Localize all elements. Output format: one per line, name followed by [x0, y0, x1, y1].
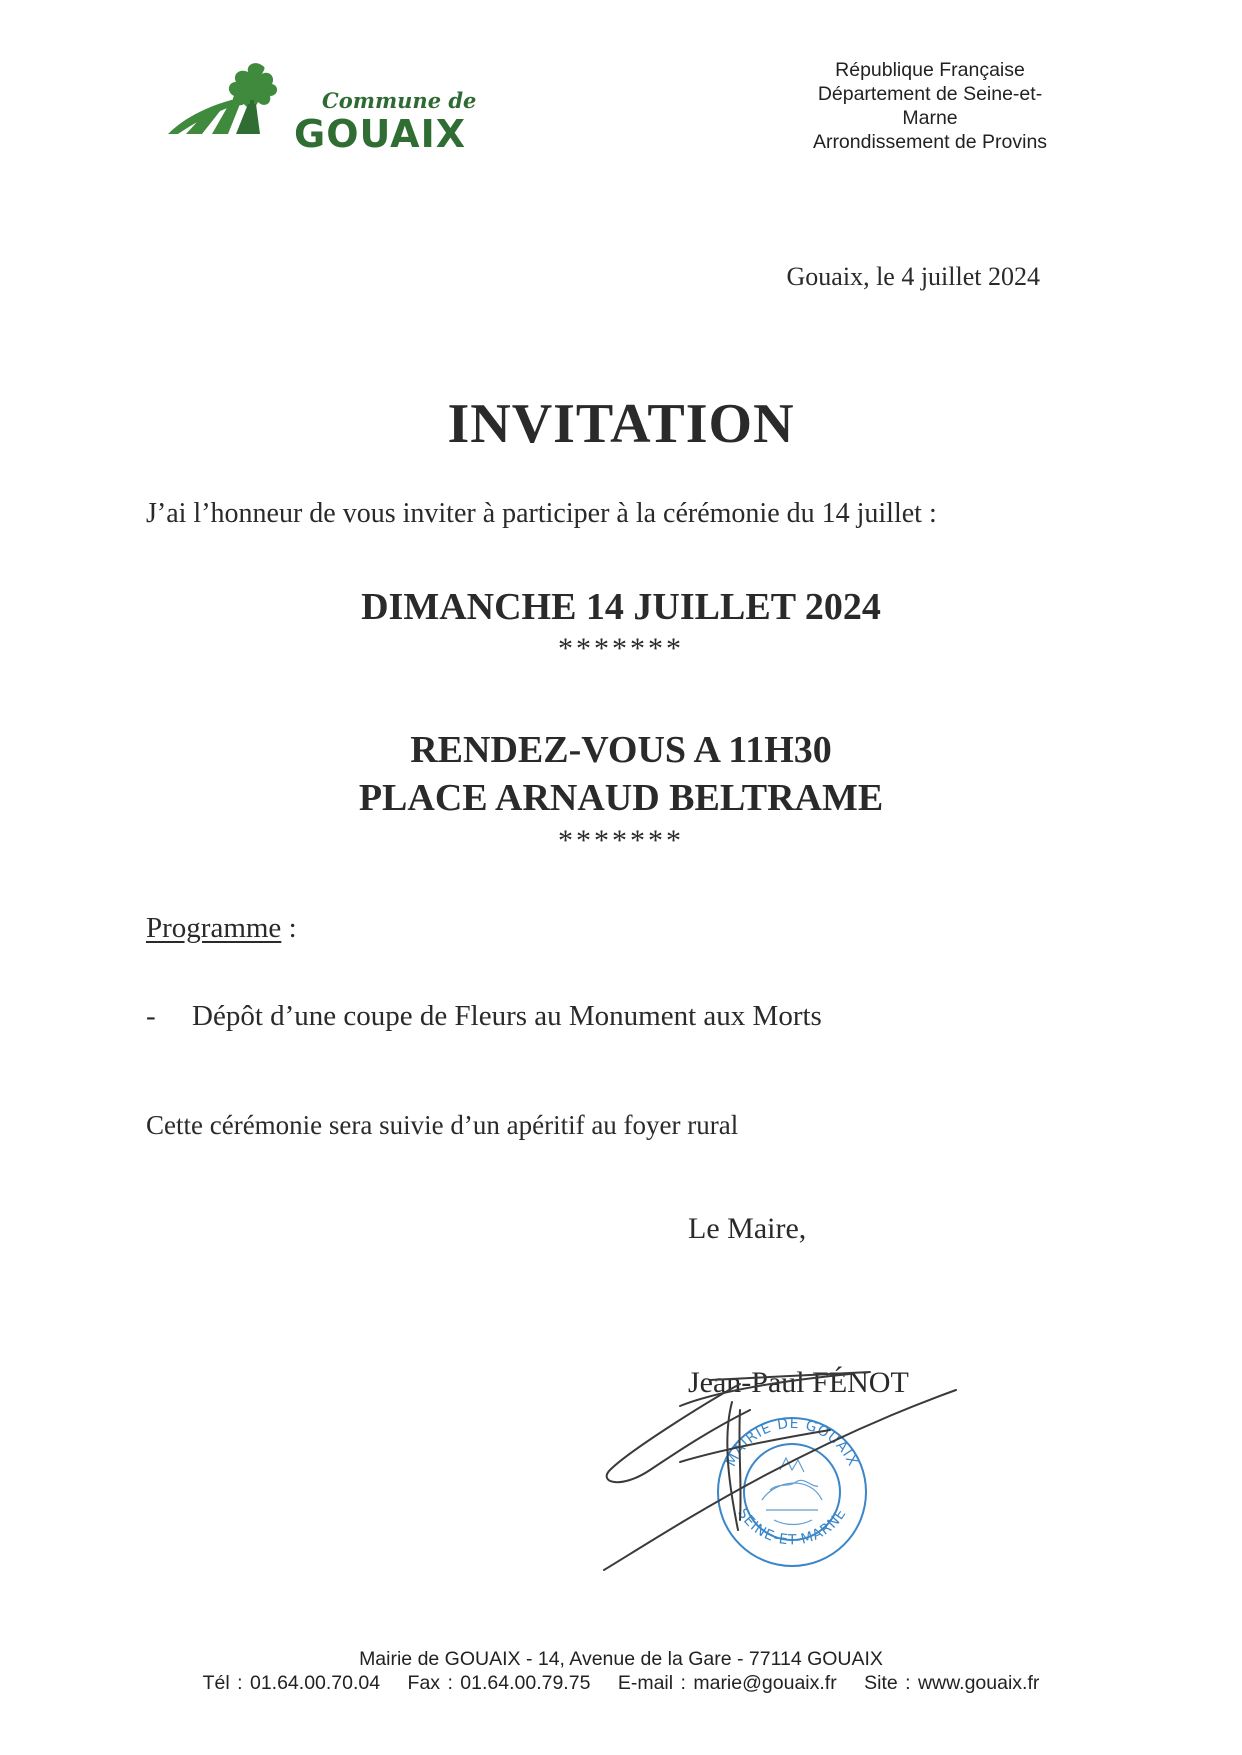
svg-text:SEINE-ET-MARNE [734, 1506, 850, 1549]
footer-tel: Tél : 01.64.00.70.04 [202, 1672, 381, 1694]
program-item [146, 1000, 822, 1033]
stamp-bottom-text: SEINE-ET-MARNE [734, 1505, 850, 1549]
rendezvous-place: PLACE ARNAUD BELTRAME [358, 777, 884, 819]
logo-gouaix-text: GOUAIX [294, 112, 467, 156]
intro-text: J’ai l’honneur de vous inviter à participer à la cérémonie du 14 juillet : [146, 498, 937, 529]
administrative-header [780, 58, 1080, 154]
footer-fax: Fax : 01.64.00.79.75 [407, 1672, 591, 1694]
event-date: DIMANCHE 14 JUILLET 2024 [361, 586, 881, 628]
footer-address: Mairie de GOUAIX - 14, Avenue de la Gare - 77114 GOUAIX [359, 1648, 883, 1670]
footer-email[interactable]: E-mail : marie@gouaix.fr [617, 1672, 837, 1694]
signature-and-stamp [590, 1370, 990, 1590]
stamp-top-text: MAIRIE DE GOUAIX [723, 1415, 861, 1470]
signatory-name: Jean-Paul FÉNOT [688, 1366, 909, 1399]
closing-text: Cette cérémonie sera suivie d’un apéritif au foyer rural [146, 1110, 739, 1140]
logo-commune-text: Commune de [322, 88, 477, 113]
admin-line-republique: République Française [835, 59, 1025, 81]
separator-stars: ******* [558, 632, 684, 665]
admin-line-departement: Département de Seine-et- [817, 83, 1043, 105]
signatory-title: Le Maire, [688, 1212, 807, 1245]
admin-line-departement-cont: Marne [902, 107, 958, 129]
footer-site[interactable]: Site : www.gouaix.fr [864, 1672, 1040, 1694]
program-item-text: Dépôt d’une coupe de Fleurs au Monument aux Morts [192, 1000, 822, 1032]
rendezvous-time: RENDEZ-VOUS A 11H30 [410, 729, 832, 771]
program-heading [146, 912, 297, 945]
page-title: INVITATION [447, 393, 795, 455]
letter-date: Gouaix, le 4 juillet 2024 [786, 262, 1040, 291]
list-dash: - [146, 1000, 156, 1032]
separator-stars: ******* [558, 824, 684, 857]
program-label: Programme [146, 912, 282, 944]
footer-contact [0, 1672, 1242, 1695]
program-label-suffix: : [281, 912, 297, 944]
admin-line-arrondissement: Arrondissement de Provins [812, 131, 1048, 153]
